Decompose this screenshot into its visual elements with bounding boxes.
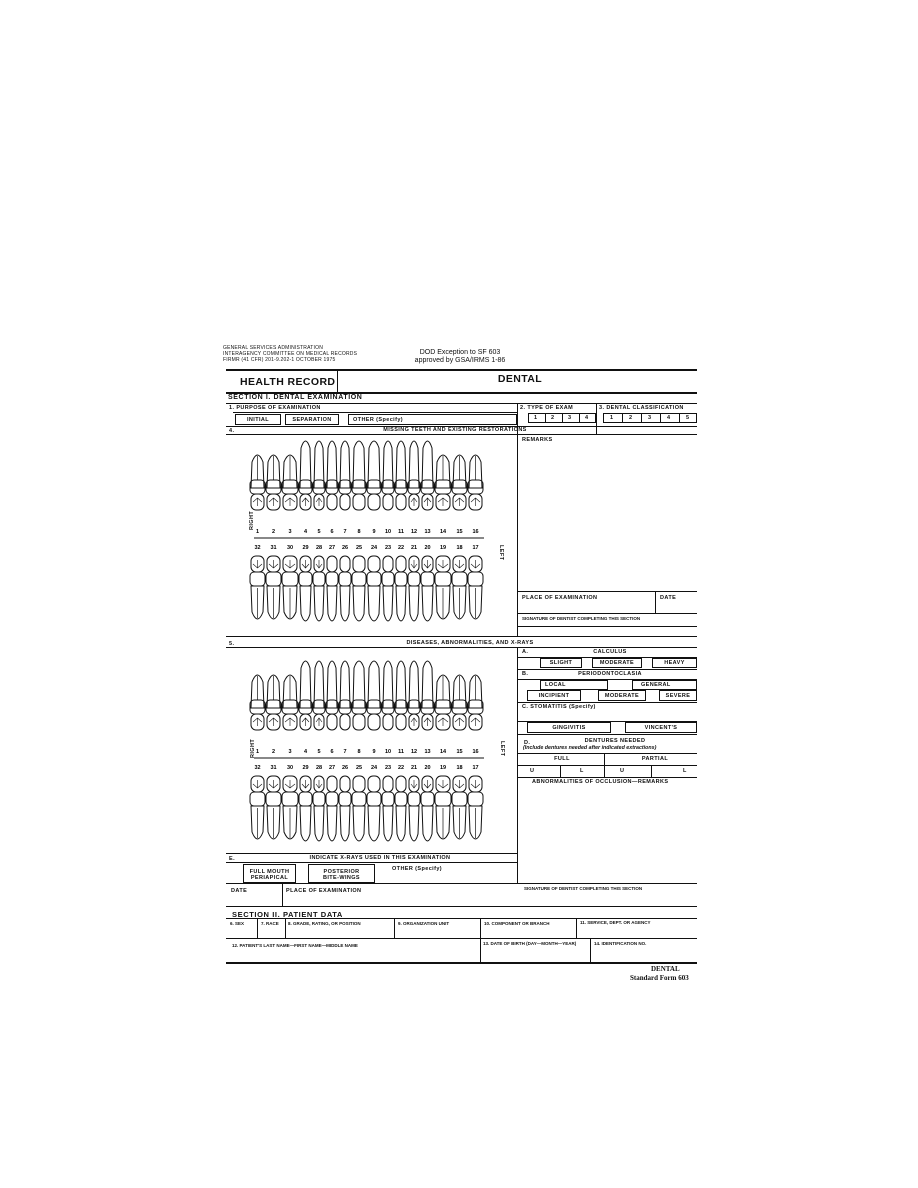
upper-tooth-12[interactable] bbox=[408, 661, 420, 730]
upper-tooth-13[interactable] bbox=[421, 441, 434, 510]
lower-tooth-27[interactable] bbox=[326, 776, 338, 841]
signature-label: SIGNATURE OF DENTIST COMPLETING THIS SECTION bbox=[522, 616, 641, 621]
form-title: DENTAL bbox=[497, 373, 543, 385]
other-purpose-label: OTHER (Specify) bbox=[353, 417, 404, 423]
exception-line-2: approved by GSA/IRMS 1-86 bbox=[414, 357, 506, 364]
upper-number-12: 12 bbox=[410, 529, 418, 535]
upper-tooth-8[interactable] bbox=[352, 441, 366, 510]
upper-number-2: 2 bbox=[271, 529, 276, 535]
upper-number-9: 9 bbox=[372, 529, 376, 535]
moderate-label: MODERATE bbox=[599, 660, 635, 666]
lower-tooth-25[interactable] bbox=[352, 776, 366, 841]
lower-tooth-31[interactable] bbox=[266, 556, 281, 619]
heavy-label: HEAVY bbox=[664, 660, 685, 666]
left-label-1: LEFT bbox=[498, 545, 504, 561]
upper-number-13: 13 bbox=[424, 529, 431, 535]
upper-tooth-5[interactable] bbox=[313, 661, 325, 730]
upper-tooth-15[interactable] bbox=[452, 675, 467, 730]
lower-number-31: 31 bbox=[270, 765, 277, 771]
lower-number-24: 24 bbox=[370, 545, 378, 551]
upper-tooth-10[interactable] bbox=[382, 661, 394, 730]
lower-number-21: 21 bbox=[410, 765, 418, 771]
lower-tooth-26[interactable] bbox=[339, 776, 351, 841]
lower-number-17: 17 bbox=[472, 545, 479, 551]
upper-number-1: 1 bbox=[255, 749, 260, 755]
lower-tooth-19[interactable] bbox=[435, 556, 451, 619]
id-label[interactable]: 14. IDENTIFICATION NO. bbox=[594, 941, 647, 946]
tooth-chart-1[interactable] bbox=[240, 436, 515, 636]
b-label: B. bbox=[522, 671, 529, 677]
upper-number-16: 16 bbox=[472, 529, 479, 535]
upper-number-12: 12 bbox=[410, 749, 418, 755]
lower-tooth-23[interactable] bbox=[382, 776, 394, 841]
incipient-label: INCIPIENT bbox=[538, 693, 570, 699]
xray-signature-label: SIGNATURE OF DENTIST COMPLETING THIS SECTION bbox=[524, 886, 643, 891]
full-mouth-label: FULL MOUTH PERIAPICAL bbox=[249, 869, 290, 881]
upper-tooth-6[interactable] bbox=[326, 661, 338, 730]
gingivitis-label: GINGIVITIS bbox=[552, 725, 586, 731]
slight-label: SLIGHT bbox=[549, 660, 573, 666]
class-box-5[interactable]: 5 bbox=[686, 415, 690, 421]
upper-number-10: 10 bbox=[384, 529, 392, 535]
class-box-1[interactable]: 1 bbox=[610, 415, 614, 421]
lower-tooth-28[interactable] bbox=[313, 556, 325, 621]
upper-tooth-1[interactable] bbox=[250, 675, 265, 730]
xray-other-label[interactable]: OTHER (Specify) bbox=[392, 866, 443, 872]
type-box-4[interactable]: 4 bbox=[585, 415, 589, 421]
d-label: D. bbox=[524, 740, 531, 746]
upper-number-6: 6 bbox=[330, 749, 334, 755]
lower-number-32: 32 bbox=[254, 545, 261, 551]
lower-tooth-18[interactable] bbox=[452, 776, 467, 839]
upper-number-4: 4 bbox=[303, 749, 308, 755]
lower-tooth-18[interactable] bbox=[452, 556, 467, 619]
upper-number-8: 8 bbox=[357, 749, 361, 755]
lower-number-32: 32 bbox=[254, 765, 261, 771]
lower-number-21: 21 bbox=[410, 545, 418, 551]
upper-number-9: 9 bbox=[372, 749, 376, 755]
upper-tooth-3[interactable] bbox=[282, 675, 298, 730]
upper-number-1: 1 bbox=[255, 529, 260, 535]
lower-number-26: 26 bbox=[341, 765, 349, 771]
service-label[interactable]: 11. SERVICE, DEPT. OR AGENCY bbox=[580, 920, 651, 925]
posterior-checkbox[interactable] bbox=[308, 864, 375, 883]
type-box-2[interactable]: 2 bbox=[551, 415, 555, 421]
lower-number-17: 17 bbox=[472, 765, 479, 771]
full-lower[interactable]: L bbox=[580, 768, 584, 774]
lower-number-18: 18 bbox=[456, 765, 463, 771]
lower-tooth-32[interactable] bbox=[250, 556, 265, 619]
dentures-needed-label: DENTURES NEEDED bbox=[584, 738, 646, 744]
lower-tooth-19[interactable] bbox=[435, 776, 451, 839]
xray-place-label: PLACE OF EXAMINATION bbox=[286, 888, 362, 894]
lower-number-28: 28 bbox=[315, 765, 323, 771]
right-label-2: RIGHT bbox=[250, 738, 256, 758]
record-title: HEALTH RECORD bbox=[240, 376, 336, 388]
exception-line-1: DOD Exception to SF 603 bbox=[419, 349, 501, 356]
lower-number-23: 23 bbox=[384, 765, 392, 771]
race-label[interactable]: 7. RACE bbox=[261, 921, 279, 926]
partial-upper[interactable]: U bbox=[620, 768, 625, 774]
upper-tooth-10[interactable] bbox=[382, 441, 394, 510]
xrays-title: INDICATE X-RAYS USED IN THIS EXAMINATION bbox=[309, 855, 451, 861]
upper-number-10: 10 bbox=[384, 749, 392, 755]
calculus-label: CALCULUS bbox=[593, 649, 627, 655]
upper-tooth-15[interactable] bbox=[452, 455, 467, 510]
upper-number-14: 14 bbox=[439, 529, 447, 535]
incipient-checkbox[interactable] bbox=[527, 690, 581, 701]
section2-heading: SECTION II. PATIENT DATA bbox=[232, 910, 343, 919]
a-label: A. bbox=[522, 649, 529, 655]
severe-checkbox[interactable] bbox=[659, 690, 697, 701]
lower-number-19: 19 bbox=[439, 765, 447, 771]
severe-label: SEVERE bbox=[665, 693, 691, 699]
org-label[interactable]: 9. ORGANIZATION UNIT bbox=[398, 921, 450, 926]
section1-heading: SECTION I. DENTAL EXAMINATION bbox=[228, 394, 363, 401]
slight-checkbox[interactable] bbox=[540, 658, 582, 668]
lower-number-27: 27 bbox=[328, 765, 336, 771]
upper-tooth-16[interactable] bbox=[468, 675, 483, 730]
upper-number-7: 7 bbox=[343, 749, 347, 755]
lower-number-22: 22 bbox=[397, 765, 405, 771]
separation-label: SEPARATION bbox=[292, 417, 332, 423]
general-label: GENERAL bbox=[641, 682, 671, 688]
upper-tooth-5[interactable] bbox=[313, 441, 325, 510]
patient-name-label[interactable]: 12. PATIENT'S LAST NAME—FIRST NAME—MIDDLE NAME bbox=[232, 943, 358, 948]
purpose-label: 1. PURPOSE OF EXAMINATION bbox=[229, 405, 321, 411]
initial-label: INITIAL bbox=[246, 417, 270, 423]
lower-tooth-29[interactable] bbox=[299, 776, 312, 841]
upper-tooth-14[interactable] bbox=[435, 675, 451, 730]
upper-tooth-2[interactable] bbox=[266, 455, 281, 510]
footer-line-2: Standard Form 603 bbox=[630, 974, 689, 982]
moderate2-checkbox[interactable] bbox=[598, 690, 646, 701]
lower-number-31: 31 bbox=[270, 545, 277, 551]
lower-tooth-29[interactable] bbox=[299, 556, 312, 621]
upper-number-3: 3 bbox=[288, 529, 292, 535]
lower-number-30: 30 bbox=[286, 765, 294, 771]
lower-number-22: 22 bbox=[397, 545, 405, 551]
initial-checkbox[interactable] bbox=[235, 414, 281, 425]
lower-number-27: 27 bbox=[328, 545, 336, 551]
lower-tooth-26[interactable] bbox=[339, 556, 351, 621]
agency-line-1: GENERAL SERVICES ADMINISTRATION bbox=[223, 345, 324, 351]
agency-line-3: FIRMR (41 CFR) 201-9.202-1 OCTOBER 1975 bbox=[223, 357, 336, 363]
upper-tooth-6[interactable] bbox=[326, 441, 338, 510]
dental-class-label: 3. DENTAL CLASSIFICATION bbox=[599, 405, 684, 411]
upper-number-15: 15 bbox=[456, 749, 463, 755]
upper-number-16: 16 bbox=[472, 749, 479, 755]
upper-number-6: 6 bbox=[330, 529, 334, 535]
lower-number-29: 29 bbox=[302, 545, 309, 551]
type-exam-boxes bbox=[528, 413, 596, 423]
grade-label[interactable]: 8. GRADE, RATING, OR POSITION bbox=[288, 921, 361, 926]
type-box-1[interactable]: 1 bbox=[534, 415, 538, 421]
lower-tooth-25[interactable] bbox=[352, 556, 366, 621]
tooth-chart-2[interactable] bbox=[240, 656, 515, 856]
other-purpose-field[interactable] bbox=[348, 414, 517, 425]
remarks-label: REMARKS bbox=[522, 437, 553, 443]
right-label-1: RIGHT bbox=[249, 510, 255, 530]
remarks-field[interactable] bbox=[520, 446, 696, 590]
moderate-checkbox[interactable] bbox=[592, 658, 642, 668]
lower-number-18: 18 bbox=[456, 545, 463, 551]
upper-tooth-16[interactable] bbox=[468, 455, 483, 510]
lower-number-28: 28 bbox=[315, 545, 323, 551]
upper-tooth-11[interactable] bbox=[395, 661, 407, 730]
abnormalities-label: ABNORMALITIES OF OCCLUSION—REMARKS bbox=[532, 779, 669, 785]
upper-number-5: 5 bbox=[317, 529, 321, 535]
dental-class-boxes bbox=[603, 413, 697, 423]
upper-tooth-12[interactable] bbox=[408, 441, 420, 510]
type-exam-label: 2. TYPE OF EXAM bbox=[520, 405, 574, 411]
agency-line-2: INTERAGENCY COMMITTEE ON MEDICAL RECORDS bbox=[223, 351, 358, 357]
class-box-3[interactable]: 3 bbox=[648, 415, 652, 421]
upper-number-11: 11 bbox=[398, 529, 404, 535]
upper-number-13: 13 bbox=[424, 749, 431, 755]
separation-checkbox[interactable] bbox=[285, 414, 339, 425]
class-box-2[interactable]: 2 bbox=[629, 415, 633, 421]
lower-tooth-23[interactable] bbox=[382, 556, 394, 621]
lower-tooth-24[interactable] bbox=[367, 776, 381, 841]
lower-tooth-32[interactable] bbox=[250, 776, 265, 839]
lower-tooth-20[interactable] bbox=[421, 776, 434, 841]
upper-tooth-8[interactable] bbox=[352, 661, 366, 730]
lower-number-20: 20 bbox=[424, 765, 431, 771]
lower-tooth-17[interactable] bbox=[468, 776, 483, 839]
upper-tooth-4[interactable] bbox=[299, 441, 312, 510]
dob-label[interactable]: 13. DATE OF BIRTH (DAY—MONTH—YEAR) bbox=[483, 941, 577, 946]
upper-tooth-4[interactable] bbox=[299, 661, 312, 730]
full-upper[interactable]: U bbox=[530, 768, 535, 774]
vincents-checkbox[interactable] bbox=[625, 722, 697, 733]
upper-tooth-13[interactable] bbox=[421, 661, 434, 730]
upper-tooth-14[interactable] bbox=[435, 455, 451, 510]
item5-title: DISEASES, ABNORMALITIES, AND X-RAYS bbox=[406, 640, 534, 646]
local-label: LOCAL bbox=[545, 682, 566, 688]
full-mouth-checkbox[interactable] bbox=[243, 864, 296, 883]
lower-number-19: 19 bbox=[439, 545, 447, 551]
partial-label: PARTIAL bbox=[641, 756, 669, 762]
upper-tooth-7[interactable] bbox=[339, 661, 351, 730]
upper-tooth-9[interactable] bbox=[367, 661, 381, 730]
footer-line-1: DENTAL bbox=[651, 965, 680, 973]
upper-number-15: 15 bbox=[456, 529, 463, 535]
heavy-checkbox[interactable] bbox=[652, 658, 697, 668]
upper-number-11: 11 bbox=[398, 749, 404, 755]
lower-number-26: 26 bbox=[341, 545, 349, 551]
local-checkbox[interactable] bbox=[540, 680, 608, 690]
left-label-2: LEFT bbox=[499, 741, 505, 757]
item4-title: MISSING TEETH AND EXISTING RESTORATIONS bbox=[383, 427, 527, 433]
partial-lower[interactable]: L bbox=[683, 768, 687, 774]
stomatitis-label: C. STOMATITIS (Specify) bbox=[522, 704, 596, 710]
upper-tooth-3[interactable] bbox=[282, 455, 298, 510]
lower-tooth-17[interactable] bbox=[468, 556, 483, 619]
upper-number-8: 8 bbox=[357, 529, 361, 535]
upper-number-14: 14 bbox=[439, 749, 447, 755]
gingivitis-checkbox[interactable] bbox=[527, 722, 611, 733]
posterior-label: POSTERIOR BITE-WINGS bbox=[323, 869, 360, 881]
moderate2-label: MODERATE bbox=[604, 693, 640, 699]
lower-tooth-24[interactable] bbox=[367, 556, 381, 621]
e-label: E. bbox=[229, 856, 235, 862]
xray-date-label: DATE bbox=[231, 888, 248, 894]
lower-number-29: 29 bbox=[302, 765, 309, 771]
lower-tooth-22[interactable] bbox=[395, 776, 407, 841]
component-label[interactable]: 10. COMPONENT OR BRANCH bbox=[484, 921, 550, 926]
vincents-label: VINCENT'S bbox=[644, 725, 678, 731]
lower-tooth-28[interactable] bbox=[313, 776, 325, 841]
item4-number: 4. bbox=[229, 428, 235, 434]
dentures-note: (Include dentures needed after indicated extractions) bbox=[523, 745, 657, 751]
lower-number-25: 25 bbox=[355, 545, 363, 551]
upper-number-3: 3 bbox=[288, 749, 292, 755]
type-box-3[interactable]: 3 bbox=[568, 415, 572, 421]
lower-number-30: 30 bbox=[286, 545, 294, 551]
lower-tooth-31[interactable] bbox=[266, 776, 281, 839]
lower-tooth-27[interactable] bbox=[326, 556, 338, 621]
class-box-4[interactable]: 4 bbox=[667, 415, 671, 421]
lower-tooth-20[interactable] bbox=[421, 556, 434, 621]
periodontoclasia-label: PERIODONTOCLASIA bbox=[578, 671, 642, 677]
lower-number-24: 24 bbox=[370, 765, 378, 771]
upper-tooth-9[interactable] bbox=[367, 441, 381, 510]
upper-number-5: 5 bbox=[317, 749, 321, 755]
lower-tooth-21[interactable] bbox=[408, 776, 420, 841]
upper-number-4: 4 bbox=[303, 529, 308, 535]
lower-number-20: 20 bbox=[424, 545, 431, 551]
upper-tooth-11[interactable] bbox=[395, 441, 407, 510]
sex-label[interactable]: 6. SEX bbox=[230, 921, 245, 926]
full-label: FULL bbox=[554, 756, 570, 762]
item5-number: 5. bbox=[229, 641, 235, 647]
place-exam-label: PLACE OF EXAMINATION bbox=[522, 595, 598, 601]
upper-tooth-2[interactable] bbox=[266, 675, 281, 730]
lower-tooth-22[interactable] bbox=[395, 556, 407, 621]
lower-tooth-30[interactable] bbox=[282, 556, 298, 619]
general-checkbox[interactable] bbox=[632, 680, 697, 690]
lower-number-23: 23 bbox=[384, 545, 392, 551]
abnormalities-field[interactable] bbox=[520, 788, 696, 878]
upper-number-2: 2 bbox=[271, 749, 276, 755]
lower-tooth-30[interactable] bbox=[282, 776, 298, 839]
upper-tooth-7[interactable] bbox=[339, 441, 351, 510]
lower-number-25: 25 bbox=[355, 765, 363, 771]
lower-tooth-21[interactable] bbox=[408, 556, 420, 621]
upper-tooth-1[interactable] bbox=[250, 455, 265, 510]
date-label: DATE bbox=[660, 595, 677, 601]
upper-number-7: 7 bbox=[343, 529, 347, 535]
